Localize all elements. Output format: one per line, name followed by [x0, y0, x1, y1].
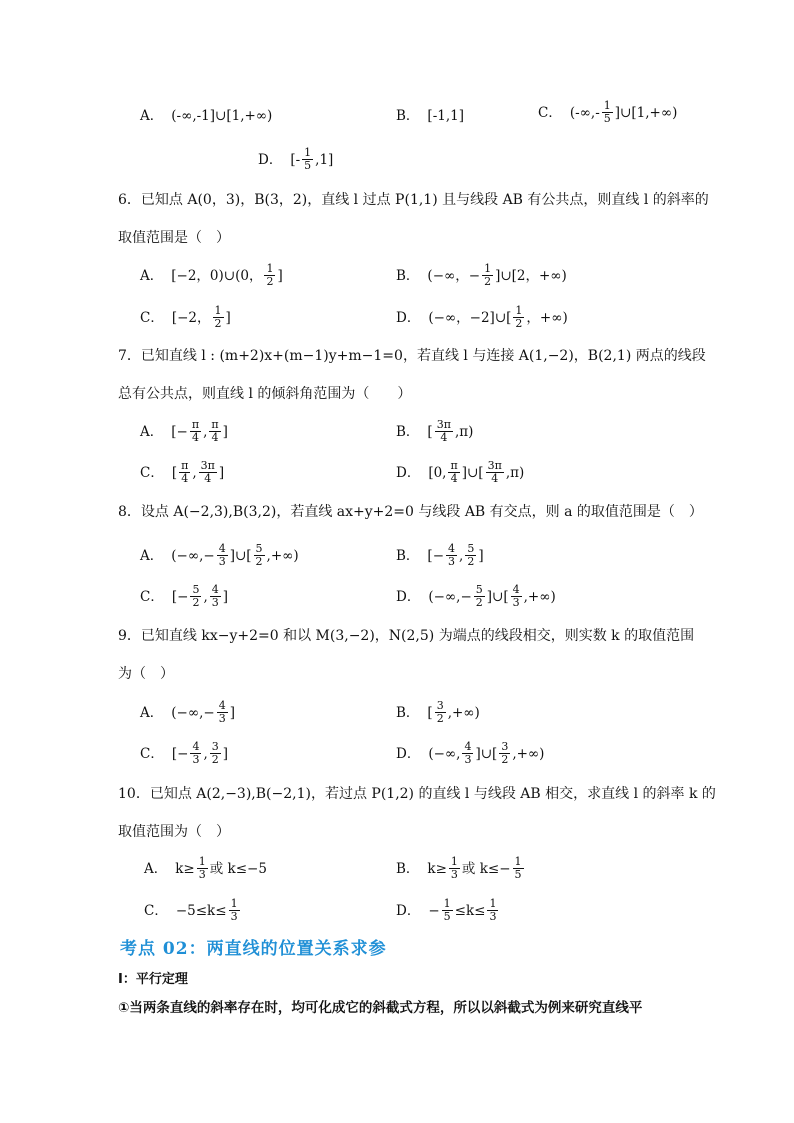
q6-option-c: C． [−2， $\frac{1}{2}$ ] — [140, 304, 231, 330]
q10-option-d: D． − $\frac{1}{5}$ ≤k≤ $\frac{1}{3}$ — [396, 897, 497, 923]
q7-option-b: B． [ $\frac{3\pi}{4}$ ,π) — [396, 418, 474, 444]
q5-option-b: B． [-1,1] — [396, 108, 464, 124]
q9-option-a: A． (−∞,− $\frac{4}{3}$ ] — [140, 699, 235, 725]
q6-stem-line2: 取值范围是（ ） — [118, 230, 230, 246]
q10-option-c: C． −5≤k≤ $\frac{1}{3}$ — [144, 897, 238, 923]
q6-option-d: D． (−∞，−2]∪[ $\frac{1}{2}$ ，+∞) — [396, 304, 568, 330]
q8-stem-line1: 8．设点 A(−2,3),B(3,2)，若直线 ax+y+2=0 与线段 AB 有交点，则 a 的取值范围是（ ） — [118, 504, 703, 520]
q6-option-b: B． (−∞，− $\frac{1}{2}$ ]∪[2，+∞) — [396, 262, 567, 288]
q10-stem-line2: 取值范围为（ ） — [118, 824, 230, 840]
section-heading: 考点 02：两直线的位置关系求参 — [120, 939, 387, 959]
q8-option-b: B． [− $\frac{4}{3}$ , $\frac{5}{2}$ ] — [396, 542, 484, 568]
q7-option-a: A． [− $\frac{\pi}{4}$ , $\frac{\pi}{4}$ ] — [140, 418, 228, 444]
q8-option-a: A． (−∞,− $\frac{4}{3}$ ]∪[ $\frac{5}{2}$ ,+∞) — [140, 542, 299, 568]
q6-option-a: A． [−2，0)∪(0， $\frac{1}{2}$ ] — [140, 262, 283, 288]
q7-option-d: D． [0, $\frac{\pi}{4}$ ]∪[ $\frac{3\pi}{4}$ ,π) — [396, 459, 525, 485]
q9-stem-line1: 9．已知直线 kx−y+2=0 和以 M(3,−2)，N(2,5) 为端点的线段相交，则实数 k 的取值范围 — [118, 628, 695, 644]
q5-option-c: C． (-∞,- $\frac{1}{5}$ ]∪[1,+∞) — [538, 99, 678, 125]
q9-stem-line2: 为（ ） — [118, 666, 174, 682]
section-subheading: Ⅰ：平行定理 — [118, 972, 188, 987]
q10-option-b: B． k≥ $\frac{1}{3}$ 或 k≤− $\frac{1}{5}$ — [396, 855, 522, 881]
q5-option-d: D． [- $\frac{1}{5}$ ,1] — [258, 146, 334, 172]
q8-option-d: D． (−∞,− $\frac{5}{2}$ ]∪[ $\frac{4}{3}$ ,+∞) — [396, 583, 556, 609]
q10-stem-line1: 10．已知点 A(2,−3),B(−2,1)，若过点 P(1,2) 的直线 l 与线段 AB 相交，求直线 l 的斜率 k 的 — [118, 786, 716, 802]
q9-option-c: C． [− $\frac{4}{3}$ , $\frac{3}{2}$ ] — [140, 740, 229, 766]
q6-stem-line1: 6．已知点 A(0，3)，B(3，2)，直线 l 过点 P(1,1) 且与线段 AB 有公共点，则直线 l 的斜率的 — [118, 192, 709, 208]
q7-option-c: C． [ $\frac{\pi}{4}$ , $\frac{3\pi}{4}$ ] — [140, 459, 225, 485]
q9-option-d: D． (−∞, $\frac{4}{3}$ ]∪[ $\frac{3}{2}$ ,+∞) — [396, 740, 545, 766]
q7-stem-line1: 7．已知直线 l : (m+2)x+(m−1)y+m−1=0，若直线 l 与连接 A(1,−2)，B(2,1) 两点的线段 — [118, 348, 706, 364]
q8-option-c: C． [− $\frac{5}{2}$ , $\frac{4}{3}$ ] — [140, 583, 229, 609]
q10-option-a: A． k≥ $\frac{1}{3}$ 或 k≤−5 — [144, 855, 267, 881]
q7-stem-line2: 总有公共点，则直线 l 的倾斜角范围为（ ） — [118, 386, 412, 402]
q9-option-b: B． [ $\frac{3}{2}$ ,+∞) — [396, 699, 480, 725]
section-paragraph: ①当两条直线的斜率存在时，均可化成它的斜截式方程，所以以斜截式为例来研究直线平 — [118, 1000, 643, 1016]
q5-option-a: A． (-∞,-1]∪[1,+∞) — [140, 108, 273, 124]
